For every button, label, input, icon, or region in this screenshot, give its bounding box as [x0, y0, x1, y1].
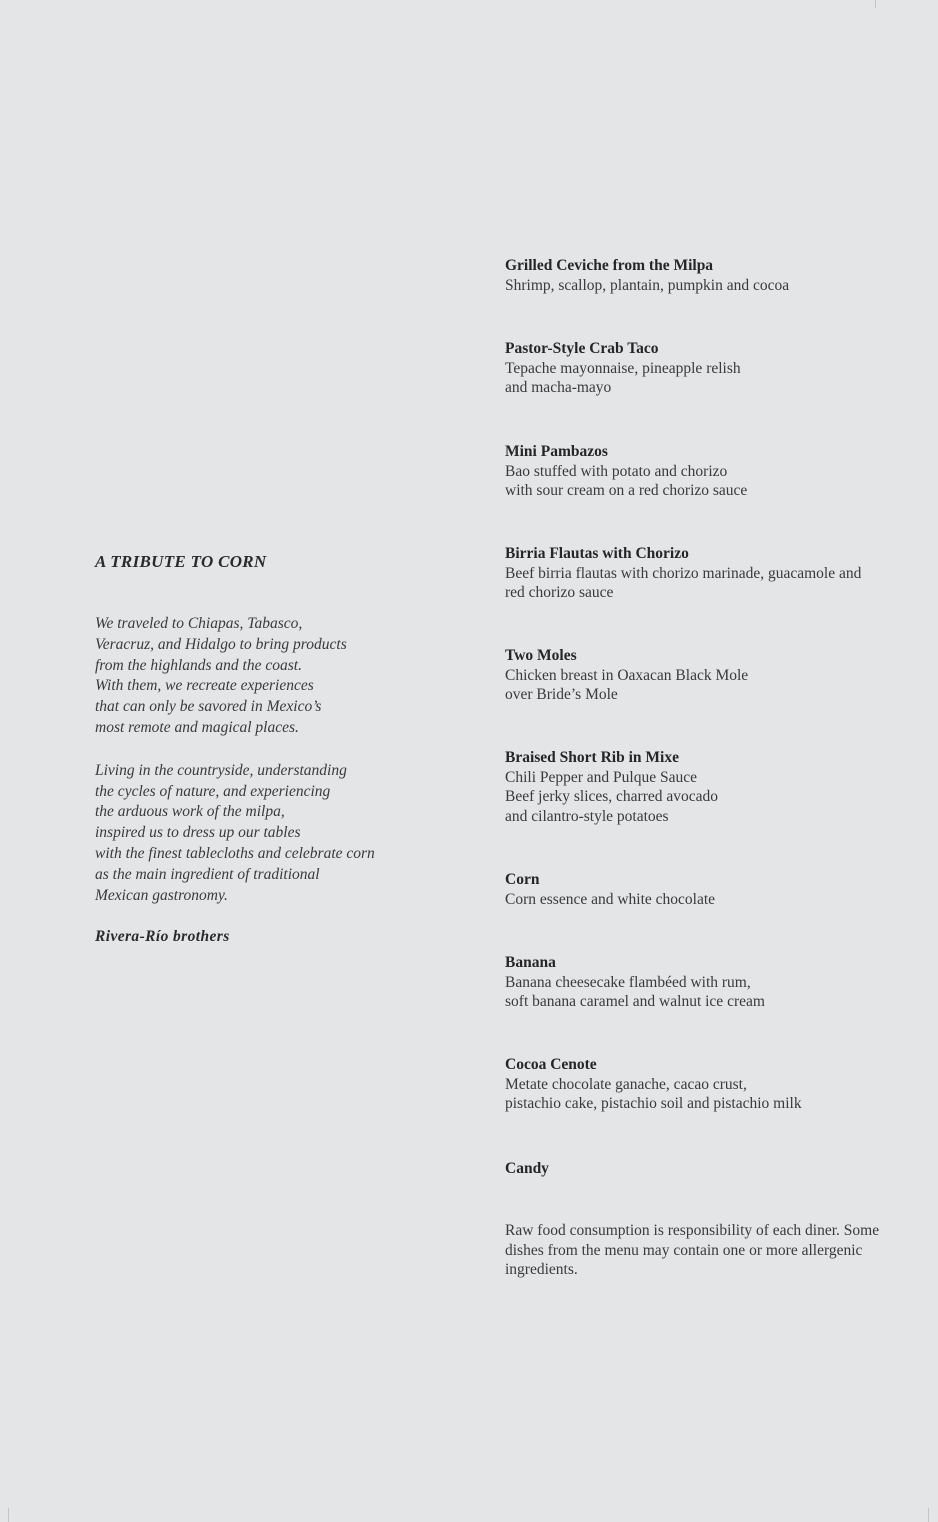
dish-grilled-ceviche: [505, 256, 915, 295]
dish-two-moles: [505, 646, 915, 705]
disclaimer-line: ingredients.: [505, 1261, 578, 1278]
dish-description: [505, 276, 915, 296]
dish-desc-line: Chili Pepper and Pulque Sauce: [505, 768, 697, 786]
dish-name: Two Moles: [505, 647, 577, 664]
dish-name: Mini Pambazos: [505, 443, 608, 460]
dish-description: [505, 890, 915, 910]
dish-desc-line: Beef jerky slices, charred avocado: [505, 788, 719, 805]
disclaimer-line: Raw food consumption is responsibility of each diner. Some: [505, 1222, 880, 1239]
dish-name: Birria Flautas with Chorizo: [505, 545, 689, 562]
dish-desc-line: Corn essence and white chocolate: [505, 890, 716, 908]
tribute-line: with the finest tablecloths and celebrate corn: [95, 844, 375, 862]
tribute-line: With them, we recreate experiences: [95, 677, 314, 695]
dish-desc-line: Beef birria flautas with chorizo marinade, guacamole and: [505, 564, 862, 582]
dish-desc-line: Shrimp, scallop, plantain, pumpkin and cocoa: [505, 276, 790, 294]
tribute-signature: Rivera-Río brothers: [95, 928, 230, 946]
dish-name: Grilled Ceviche from the Milpa: [505, 257, 714, 274]
dish-desc-line: Metate chocolate ganache, cacao crust,: [505, 1075, 747, 1093]
dish-desc-line: over Bride’s Mole: [505, 686, 618, 703]
tribute-line: the cycles of nature, and experiencing: [95, 782, 331, 800]
tribute-line: We traveled to Chiapas, Tabasco,: [95, 615, 303, 632]
dish-birria-flautas: [505, 544, 915, 603]
dish-desc-line: red chorizo sauce: [505, 584, 614, 601]
dish-name: Banana: [505, 954, 556, 971]
dish-name: Braised Short Rib in Mixe: [505, 749, 679, 766]
tribute-line: Mexican gastronomy.: [95, 886, 228, 904]
menu-section: [505, 0, 915, 1522]
dish-name: Pastor-Style Crab Taco: [505, 340, 659, 357]
dish-mini-pambazos: [505, 442, 915, 501]
dish-desc-line: Chicken breast in Oaxacan Black Mole: [505, 666, 749, 684]
dish-desc-line: and cilantro-style potatoes: [505, 807, 669, 825]
dish-desc-line: pistachio cake, pistachio soil and pistachio milk: [505, 1095, 802, 1112]
tribute-line: from the highlands and the coast.: [95, 656, 302, 674]
tribute-line: Living in the countryside, understanding: [95, 761, 347, 779]
tribute-line: as the main ingredient of traditional: [95, 865, 320, 883]
dish-name: Candy: [505, 1160, 549, 1177]
dish-name: Cocoa Cenote: [505, 1056, 597, 1073]
dish-braised-short-rib: [505, 748, 915, 826]
dish-candy: [505, 1159, 915, 1179]
tribute-line: Veracruz, and Hidalgo to bring products: [95, 635, 347, 653]
tribute-line: most remote and magical places.: [95, 718, 299, 736]
dish-description: [505, 666, 915, 705]
disclaimer-line: dishes from the menu may contain one or more allergenic: [505, 1241, 863, 1259]
dish-description: [505, 462, 915, 501]
dish-desc-line: Bao stuffed with potato and chorizo: [505, 462, 728, 480]
dish-desc-line: with sour cream on a red chorizo sauce: [505, 482, 748, 499]
dish-description: [505, 973, 915, 1012]
crop-mark-bottom-left: [8, 1508, 9, 1522]
dish-name: Corn: [505, 871, 540, 888]
tribute-section: [95, 552, 425, 946]
dish-pastor-crab-taco: [505, 339, 915, 398]
dish-description: [505, 1075, 915, 1114]
dish-cocoa-cenote: [505, 1055, 915, 1114]
dish-description: [505, 359, 915, 398]
dish-corn: [505, 870, 915, 909]
dish-desc-line: soft banana caramel and walnut ice cream: [505, 993, 765, 1010]
dish-description: [505, 768, 915, 827]
tribute-paragraph-2: [95, 761, 425, 907]
dish-desc-line: Banana cheesecake flambéed with rum,: [505, 973, 751, 991]
allergen-disclaimer: [505, 1221, 915, 1280]
dish-desc-line: Tepache mayonnaise, pineapple relish: [505, 359, 741, 377]
crop-mark-bottom-right: [928, 1508, 929, 1522]
tribute-line: inspired us to dress up our tables: [95, 824, 301, 842]
tribute-paragraph-1: [95, 614, 425, 739]
tribute-line: the arduous work of the milpa,: [95, 803, 285, 821]
dish-desc-line: and macha-mayo: [505, 379, 612, 396]
tribute-title: A TRIBUTE TO CORN: [95, 552, 267, 571]
dish-banana: [505, 953, 915, 1012]
dish-description: [505, 564, 915, 603]
tribute-line: that can only be savored in Mexico’s: [95, 698, 322, 716]
